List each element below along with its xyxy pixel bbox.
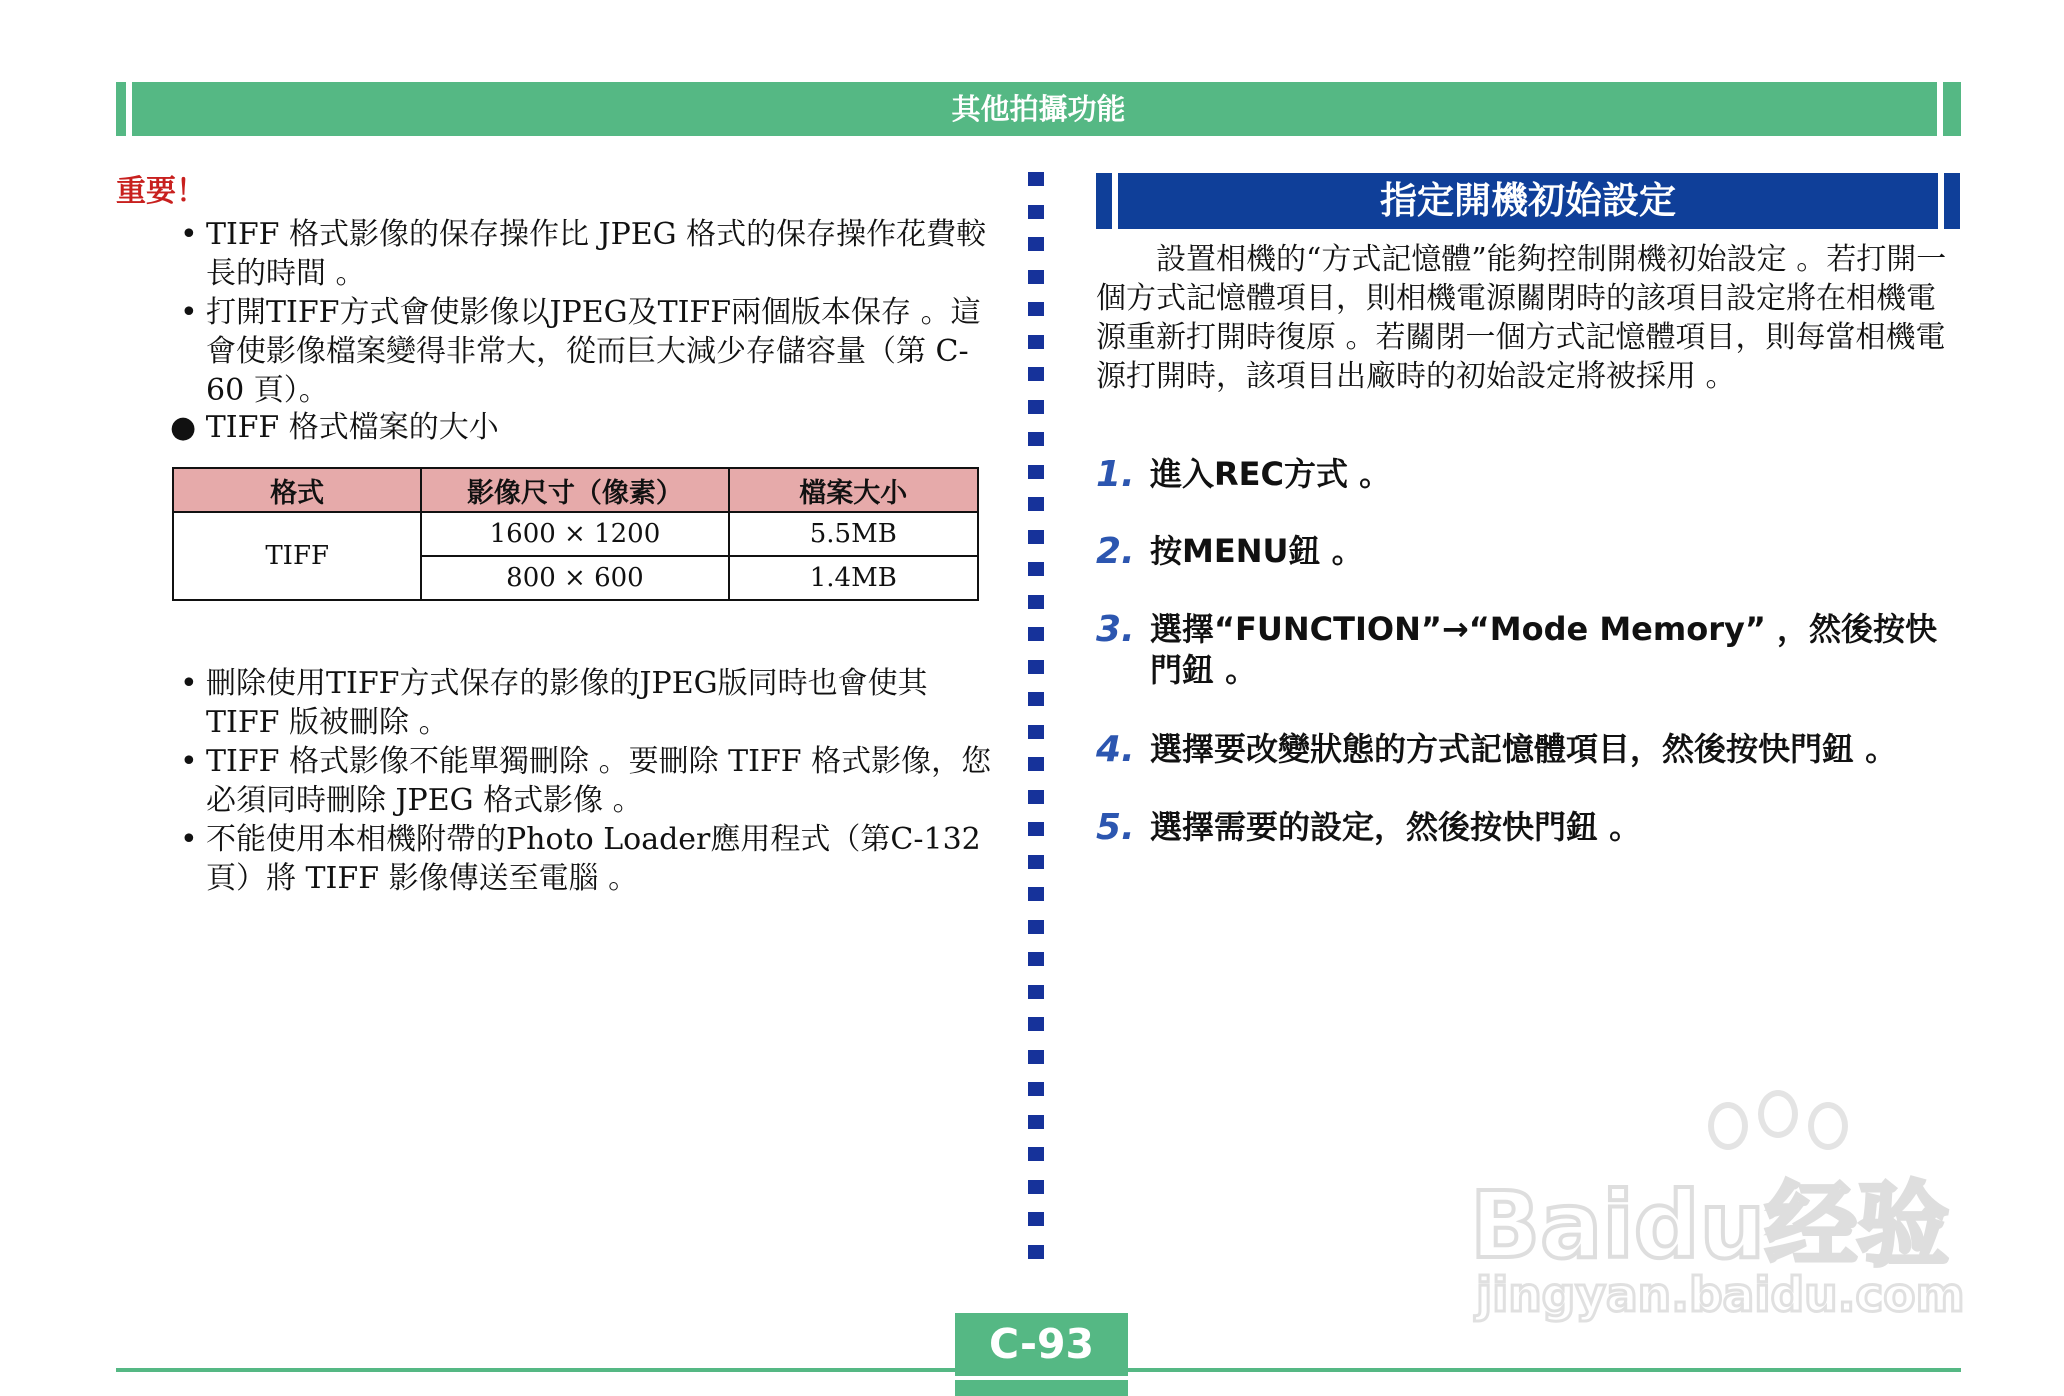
step-5	[1096, 807, 1962, 848]
table-header-size: 影像尺寸（像素）	[421, 468, 728, 512]
divider-dot	[1028, 822, 1044, 836]
paw-icon	[1808, 1102, 1848, 1150]
divider-dot	[1028, 952, 1044, 966]
watermark-brand: Baidu经验	[1470, 1172, 1950, 1279]
table-header-row	[173, 468, 978, 512]
divider-dot	[1028, 237, 1044, 251]
important-label: 重要！	[116, 174, 206, 209]
divider-dot	[1028, 757, 1044, 771]
divider-dot	[1028, 985, 1044, 999]
divider-dot	[1028, 432, 1044, 446]
divider-dot	[1028, 172, 1044, 186]
divider-dot	[1028, 1082, 1044, 1096]
divider-dot	[1028, 367, 1044, 381]
divider-dot	[1028, 562, 1044, 576]
divider-dot	[1028, 1212, 1044, 1226]
divider-dot	[1028, 302, 1044, 316]
size-heading: ● TIFF 格式檔案的大小	[170, 410, 499, 445]
step-text: 按MENU鈕 。	[1150, 532, 1364, 570]
divider-dot	[1028, 205, 1044, 219]
step-1	[1096, 454, 1962, 495]
step-number: 2.	[1096, 531, 1135, 572]
column-divider	[1028, 172, 1044, 1290]
step-4	[1096, 729, 1962, 770]
divider-dot	[1028, 887, 1044, 901]
tiff-size-table	[172, 467, 979, 601]
divider-dot	[1028, 335, 1044, 349]
divider-dot	[1028, 465, 1044, 479]
step-number: 1.	[1096, 454, 1135, 495]
section-left-notch	[1112, 173, 1118, 229]
page-number: C-93	[955, 1313, 1128, 1396]
step-number: 5.	[1096, 807, 1135, 848]
table-header-file: 檔案大小	[729, 468, 978, 512]
divider-dot	[1028, 1147, 1044, 1161]
table-cell-size: 800 × 600	[421, 556, 728, 600]
bullet-item: • TIFF 格式影像不能單獨刪除 。要刪除 TIFF 格式影像，您必須同時刪除 JPEG 格式影像 。	[180, 742, 995, 820]
step-text: 進入REC方式 。	[1150, 455, 1392, 493]
divider-dot	[1028, 1245, 1044, 1259]
section-title: 指定開機初始設定	[1096, 173, 1960, 229]
divider-dot	[1028, 530, 1044, 544]
intro-paragraph: 設置相機的“方式記憶體”能夠控制開機初始設定 。若打開一個方式記憶體項目，則相機電源關閉時的該項目設定將在相機電源重新打開時復原 。若關閉一個方式記憶體項目，則每當相機電源打開時，該項目出廠時的初始設定將被採用 。	[1096, 242, 1947, 394]
divider-dot	[1028, 1180, 1044, 1194]
bullet-item: • 刪除使用TIFF方式保存的影像的JPEG版同時也會使其TIFF 版被刪除 。	[180, 664, 995, 742]
divider-dot	[1028, 790, 1044, 804]
baidu-watermark	[1470, 1090, 1965, 1330]
page-number-split	[955, 1376, 1128, 1380]
table-cell-file: 1.4MB	[729, 556, 978, 600]
divider-dot	[1028, 595, 1044, 609]
watermark-site: jingyan.baidu.com	[1476, 1268, 1965, 1323]
table-row	[173, 512, 978, 556]
divider-dot	[1028, 660, 1044, 674]
divider-dot	[1028, 920, 1044, 934]
step-number: 4.	[1096, 729, 1135, 770]
paw-icon	[1758, 1090, 1798, 1138]
divider-dot	[1028, 627, 1044, 641]
step-text: 選擇“FUNCTION”→“Mode Memory” ，然後按快門鈕 。	[1150, 610, 1938, 689]
bullet-item: • TIFF 格式影像的保存操作比 JPEG 格式的保存操作花費較長的時間 。	[180, 215, 995, 293]
divider-dot	[1028, 692, 1044, 706]
bullet-list-bottom	[180, 664, 995, 898]
divider-dot	[1028, 1017, 1044, 1031]
table-cell-file: 5.5MB	[729, 512, 978, 556]
bullet-item: • 打開TIFF方式會使影像以JPEG及TIFF兩個版本保存 。這會使影像檔案變得非常大，從而巨大減少存儲容量（第 C-60 頁）。	[180, 293, 995, 410]
step-3	[1096, 609, 1962, 691]
paw-icon	[1708, 1102, 1748, 1150]
divider-dot	[1028, 497, 1044, 511]
step-number: 3.	[1096, 609, 1135, 650]
section-right-notch	[1938, 173, 1944, 229]
divider-dot	[1028, 1115, 1044, 1129]
bullet-item: • 不能使用本相機附帶的Photo Loader應用程式（第C-132 頁）將 TIFF 影像傳送至電腦 。	[180, 820, 995, 898]
header-title: 其他拍攝功能	[951, 92, 1126, 126]
bullet-list-top	[180, 215, 995, 410]
divider-dot	[1028, 270, 1044, 284]
step-text: 選擇要改變狀態的方式記憶體項目，然後按快門鈕 。	[1150, 730, 1898, 768]
step-2	[1096, 531, 1962, 572]
table-cell-size: 1600 × 1200	[421, 512, 728, 556]
table-cell-format: TIFF	[173, 512, 421, 600]
divider-dot	[1028, 855, 1044, 869]
table-header-format: 格式	[173, 468, 421, 512]
step-text: 選擇需要的設定，然後按快門鈕 。	[1150, 808, 1642, 846]
divider-dot	[1028, 1050, 1044, 1064]
divider-dot	[1028, 725, 1044, 739]
divider-dot	[1028, 400, 1044, 414]
